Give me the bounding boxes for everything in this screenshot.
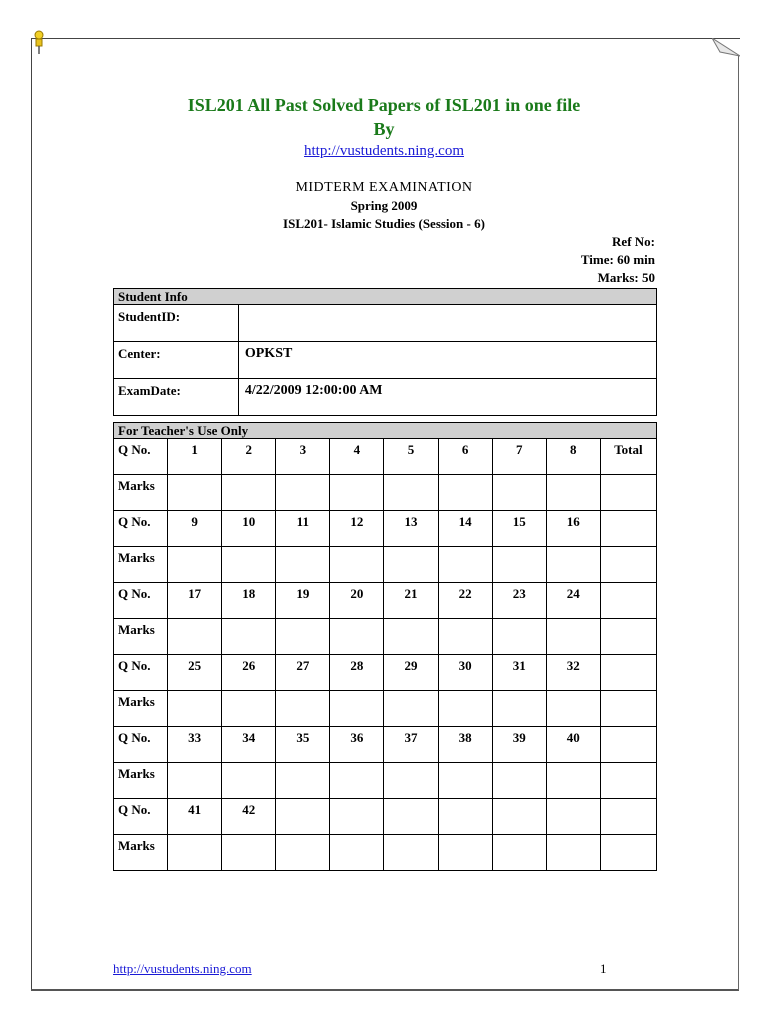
question-number-cell: 3 [276,439,330,475]
marks-cell [546,835,600,871]
question-number-row [114,727,657,763]
question-number-cell: 18 [222,583,276,619]
marks-cell [600,763,656,799]
marks-cell [168,475,222,511]
marks-label: Marks [114,763,168,799]
question-number-row [114,511,657,547]
question-number-cell [276,799,330,835]
question-number-cell: 36 [330,727,384,763]
question-number-cell: 41 [168,799,222,835]
document-title: ISL201 All Past Solved Papers of ISL201 in one file [187,95,581,115]
marks-cell [600,547,656,583]
question-number-cell: 37 [384,727,438,763]
marks-cell [222,691,276,727]
footer-url-link[interactable]: http://vustudents.ning.com [113,961,252,976]
marks-cell [330,547,384,583]
center-label: Center: [114,342,239,379]
total-cell [600,727,656,763]
marks-cell [546,763,600,799]
pushpin-icon [31,30,45,56]
marks-row [114,547,657,583]
question-number-cell: 31 [492,655,546,691]
question-number-cell: 32 [546,655,600,691]
question-number-cell: 21 [384,583,438,619]
question-number-cell: 12 [330,511,384,547]
marks-cell [222,475,276,511]
marks-label: Marks [114,475,168,511]
question-number-cell: 40 [546,727,600,763]
page-bottom-edge [31,989,739,991]
marks-cell [438,835,492,871]
question-number-cell: 14 [438,511,492,547]
marks-row [114,691,657,727]
marks-cell [330,691,384,727]
exam-term: Spring 2009 [350,198,418,213]
question-number-cell: 10 [222,511,276,547]
marks-cell [276,691,330,727]
question-number-cell: 1 [168,439,222,475]
question-number-row [114,583,657,619]
qno-label: Q No. [114,583,168,619]
question-number-cell: 30 [438,655,492,691]
total-cell [600,583,656,619]
marks-label: Marks [114,835,168,871]
marks-cell [168,547,222,583]
question-number-cell: 6 [438,439,492,475]
marks-cell [438,547,492,583]
marks-label: Marks [114,691,168,727]
question-number-cell: 4 [330,439,384,475]
marks-cell [600,835,656,871]
student-info-table [113,288,657,416]
question-number-cell: 13 [384,511,438,547]
question-number-cell: 7 [492,439,546,475]
by-line: By [373,119,395,139]
question-number-cell: 23 [492,583,546,619]
student-info-heading: Student Info [114,289,657,305]
marks-cell [330,475,384,511]
question-number-cell: 5 [384,439,438,475]
marks-cell [384,619,438,655]
question-number-cell: 15 [492,511,546,547]
question-number-cell: 2 [222,439,276,475]
question-number-row [114,439,657,475]
marks-cell [384,763,438,799]
marks-cell [168,619,222,655]
marks-cell [222,763,276,799]
marks-cell [384,835,438,871]
marks-cell [222,619,276,655]
qno-label: Q No. [114,439,168,475]
question-number-cell: 20 [330,583,384,619]
question-number-cell: 19 [276,583,330,619]
question-number-row [114,799,657,835]
exam-marks: Marks: 50 [597,270,655,285]
student-id-label: StudentID: [114,305,239,342]
marks-cell [276,475,330,511]
question-number-cell: 11 [276,511,330,547]
question-number-cell: 28 [330,655,384,691]
marks-cell [276,619,330,655]
question-number-cell: 38 [438,727,492,763]
question-number-cell: 33 [168,727,222,763]
question-number-cell: 25 [168,655,222,691]
question-number-cell [330,799,384,835]
marks-row [114,763,657,799]
qno-label: Q No. [114,511,168,547]
total-cell [600,655,656,691]
question-number-cell: 9 [168,511,222,547]
question-number-cell [492,799,546,835]
marks-cell [276,763,330,799]
question-number-cell: 22 [438,583,492,619]
marks-row [114,475,657,511]
question-number-cell: 17 [168,583,222,619]
question-number-cell: 8 [546,439,600,475]
center-value: OPKST [238,342,656,379]
marks-cell [384,547,438,583]
qno-label: Q No. [114,727,168,763]
question-number-cell: 34 [222,727,276,763]
marks-cell [168,691,222,727]
marks-cell [438,763,492,799]
marks-cell [546,691,600,727]
marks-cell [492,547,546,583]
question-number-cell: 39 [492,727,546,763]
total-cell [600,511,656,547]
exam-time: Time: 60 min [580,252,655,267]
question-number-cell: 29 [384,655,438,691]
question-number-row [114,655,657,691]
marks-cell [546,475,600,511]
marks-cell [276,835,330,871]
question-number-cell: 24 [546,583,600,619]
marks-cell [330,835,384,871]
marks-cell [492,835,546,871]
marks-cell [600,475,656,511]
question-number-cell [384,799,438,835]
marks-cell [384,691,438,727]
marks-cell [222,835,276,871]
marks-row [114,619,657,655]
marks-cell [438,475,492,511]
exam-date-label: ExamDate: [114,379,239,416]
ref-no: Ref No: [612,234,655,249]
marks-cell [168,763,222,799]
teachers-use-table [113,422,657,871]
marks-label: Marks [114,547,168,583]
question-number-cell: 26 [222,655,276,691]
marks-row [114,835,657,871]
marks-cell [546,619,600,655]
teachers-use-heading: For Teacher's Use Only [114,423,657,439]
question-number-cell [438,799,492,835]
question-number-cell: 42 [222,799,276,835]
marks-cell [438,619,492,655]
marks-cell [222,547,276,583]
marks-cell [492,691,546,727]
question-number-cell: 35 [276,727,330,763]
question-number-cell [546,799,600,835]
marks-label: Marks [114,619,168,655]
marks-cell [330,619,384,655]
qno-label: Q No. [114,655,168,691]
marks-cell [330,763,384,799]
header-url-link[interactable]: http://vustudents.ning.com [304,143,464,159]
page-number: 1 [600,961,607,976]
page-right-edge [738,56,739,990]
marks-cell [384,475,438,511]
question-number-cell: 16 [546,511,600,547]
marks-cell [546,547,600,583]
exam-date-value: 4/22/2009 12:00:00 AM [238,379,656,416]
marks-cell [168,835,222,871]
marks-cell [276,547,330,583]
course-title: ISL201- Islamic Studies (Session - 6) [283,216,485,231]
student-id-value [238,305,656,342]
marks-cell [600,691,656,727]
marks-cell [492,763,546,799]
question-number-cell: 27 [276,655,330,691]
marks-cell [492,475,546,511]
qno-label: Q No. [114,799,168,835]
page-corner-curl-icon [712,38,740,58]
total-cell [600,799,656,835]
marks-cell [600,619,656,655]
exam-name: MIDTERM EXAMINATION [295,180,473,195]
marks-cell [492,619,546,655]
total-header-cell: Total [600,439,656,475]
marks-cell [438,691,492,727]
